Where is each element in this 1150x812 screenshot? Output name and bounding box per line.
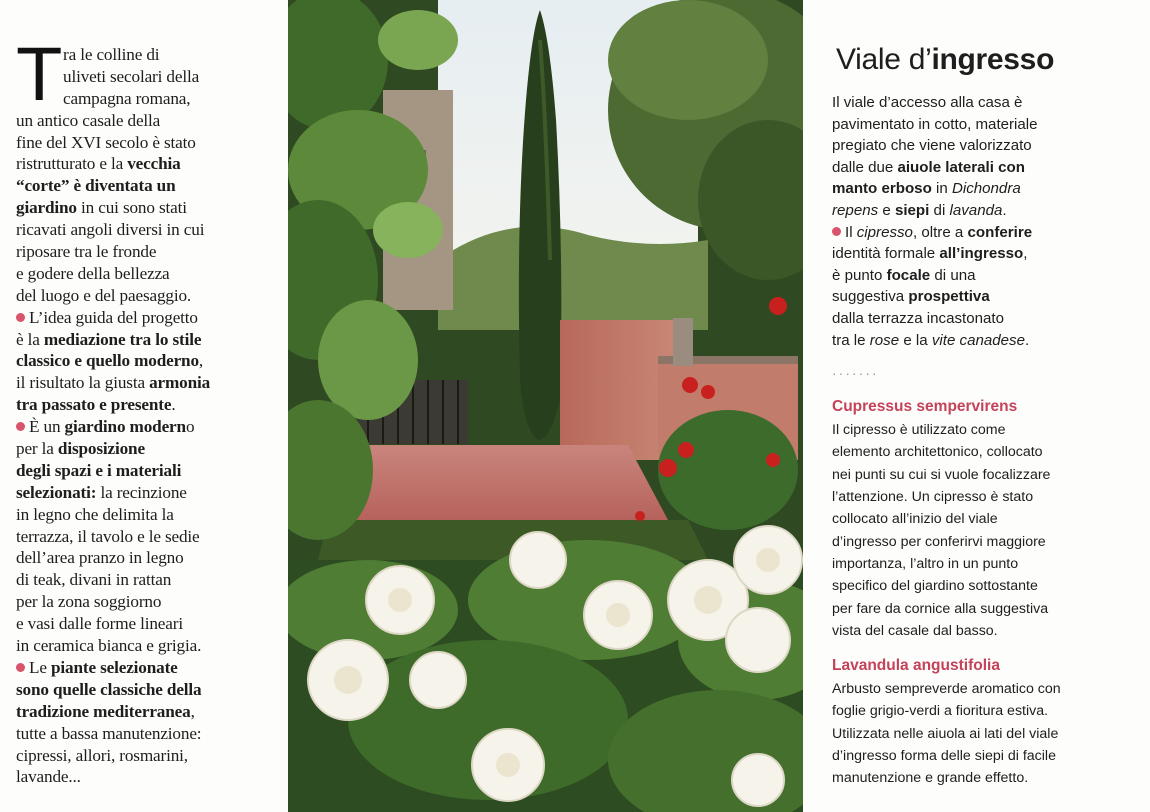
text-line: manutenzione e grande effetto.: [832, 770, 1029, 787]
bullet-icon: [16, 313, 25, 322]
text-line: pregiato che viene valorizzato: [832, 137, 1032, 155]
text-line: classico e quello moderno,: [16, 351, 204, 371]
text-line: tra le rose e la vite canadese.: [832, 331, 1030, 349]
text-line: tutte a bassa manutenzione:: [16, 723, 202, 743]
text-line: in ceramica bianca e grigia.: [16, 636, 202, 656]
text-line: importanza, l’altro in un punto: [832, 555, 1019, 572]
text-line: selezionati: la recinzione: [16, 482, 187, 502]
text-line: Il viale d’accesso alla casa è: [832, 94, 1023, 111]
plant-description: [832, 419, 1132, 642]
text-line: È un giardino moderno: [16, 416, 278, 438]
text-line: L’idea guida del progetto: [16, 307, 278, 329]
text-line: un antico casale della: [16, 110, 161, 130]
text-line: Il cipresso, oltre a conferire: [832, 222, 1132, 244]
text-line: per fare da cornice alla suggestiva: [832, 600, 1049, 617]
plant-description: [832, 678, 1132, 789]
text-line: degli spazi e i materiali: [16, 460, 182, 480]
text-line: dell’area pranzo in legno: [16, 548, 184, 568]
text-line: nei punti su cui si vuole focalizzare: [832, 466, 1051, 483]
text-line: sono quelle classiche della: [16, 679, 202, 699]
text-line: identità formale all’ingresso,: [832, 245, 1028, 263]
text-line: repens e siepi di lavanda.: [832, 201, 1007, 219]
text-line: d’ingresso per conferirvi maggiore: [832, 533, 1046, 550]
text-line: dalla terrazza incastonato: [832, 309, 1005, 327]
text-line: giardino in cui sono stati: [16, 198, 187, 218]
text-line: ristrutturato e la vecchia: [16, 154, 181, 174]
article-body: [16, 32, 278, 788]
text-line: ra le colline di: [63, 45, 160, 64]
text-line: Le piante selezionate: [16, 657, 278, 679]
text-line: e godere della bellezza: [16, 263, 170, 283]
sidebar-intro: [832, 92, 1132, 351]
plant-title: Lavandula angustifolia: [832, 657, 1000, 675]
text-line: l’attenzione. Un cipresso è stato: [832, 489, 1034, 506]
bullet-icon: [16, 663, 25, 672]
sidebar: [832, 40, 1132, 790]
text-line: d’ingresso forma delle siepi di facile: [832, 747, 1056, 764]
text-line: campagna romana,: [63, 88, 191, 108]
text-line: è punto focale di una: [832, 266, 976, 284]
text-line: e vasi dalle forme lineari: [16, 614, 183, 634]
text-line: Il cipresso è utilizzato come: [832, 422, 1006, 439]
text-line: riposare tra le fronde: [16, 242, 157, 262]
text-line: suggestiva prospettiva: [832, 288, 990, 306]
text-line: Utilizzata nelle aiuola ai lati del viale: [832, 725, 1059, 742]
text-line: pavimentato in cotto, materiale: [832, 115, 1038, 133]
text-line: del luogo e del paesaggio.: [16, 285, 192, 305]
plant-title: Cupressus sempervirens: [832, 398, 1018, 416]
text-line: tradizione mediterranea,: [16, 701, 195, 721]
text-line: “corte” è diventata un: [16, 176, 176, 196]
text-line: è la mediazione tra lo stile: [16, 329, 202, 349]
drop-cap: T: [16, 32, 63, 117]
text-line: terrazza, il tavolo e le sedie: [16, 526, 200, 546]
text-line: collocato all’inizio del viale: [832, 511, 998, 528]
text-line: elemento architettonico, collocato: [832, 444, 1043, 461]
text-line: lavande...: [16, 767, 81, 787]
text-line: per la zona soggiorno: [16, 592, 162, 612]
text-line: specifico del giardino sottostante: [832, 578, 1038, 595]
text-line: uliveti secolari della: [63, 66, 200, 86]
dotted-separator: ·······: [832, 365, 879, 382]
section-title: Viale d’ingresso: [836, 43, 1055, 76]
text-line: per la disposizione: [16, 439, 145, 459]
garden-photo: [288, 0, 803, 812]
brick-path: [348, 445, 668, 525]
text-line: in legno che delimita la: [16, 504, 174, 524]
text-line: tra passato e presente.: [16, 395, 176, 415]
text-line: vista del casale dal basso.: [832, 622, 998, 639]
text-line: dalle due aiuole laterali con: [832, 158, 1025, 176]
text-line: cipressi, allori, rosmarini,: [16, 745, 188, 765]
text-line: foglie grigio-verdi a fioritura estiva.: [832, 703, 1049, 720]
text-line: manto erboso in Dichondra: [832, 180, 1021, 198]
text-line: fine del XVI secolo è stato: [16, 132, 196, 152]
text-line: il risultato la giusta armonia: [16, 373, 211, 393]
text-line: Arbusto sempreverde aromatico con: [832, 681, 1061, 698]
bullet-icon: [16, 422, 25, 431]
text-line: di teak, divani in rattan: [16, 570, 172, 590]
bullet-icon: [832, 227, 841, 236]
text-line: ricavati angoli diversi in cui: [16, 220, 205, 240]
